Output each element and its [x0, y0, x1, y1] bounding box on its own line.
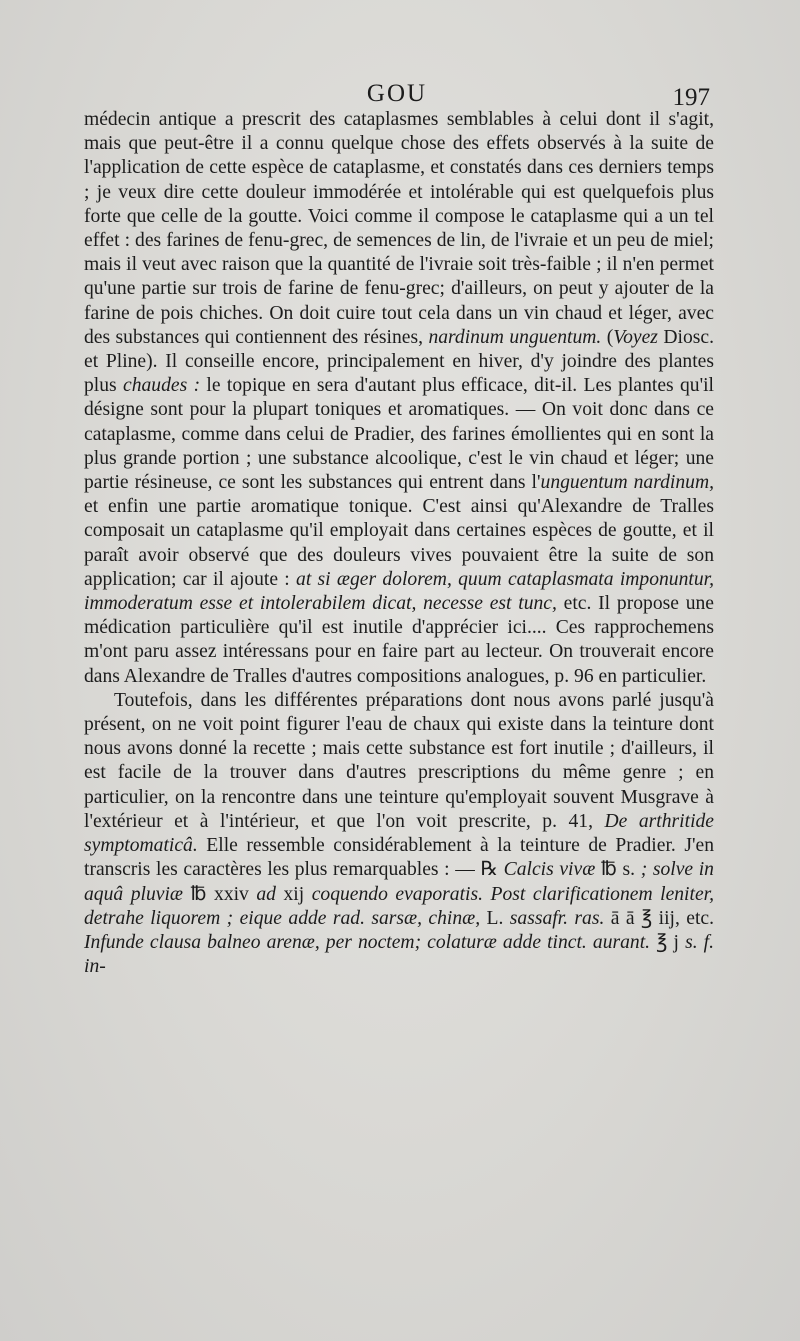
italic-text-segment: unguentum nardinum,: [540, 472, 714, 494]
text-segment: xij: [275, 883, 312, 905]
page-number: 197: [672, 84, 710, 111]
italic-text-segment: Calcis vivæ: [503, 859, 596, 881]
italic-text-segment: chaudes :: [123, 375, 201, 397]
text-segment: médecin antique a prescrit des cataplasmes semblables à celui dont il s'agit, mais que peut-être il a connu quelque chose des effets observés à la suite de l'application de cette espèce de cataplasme, et constatés dans ces derniers temps ; je veux dire cette douleur immodérée et intolérable qui est quelquefois plus forte que celle de la goutte. Voici comme il compose le cataplasme qui a un tel effet : des farines de fenu-grec, de semences de lin, de l'ivraie et un peu de miel; mais il veut avec raison que la quantité de l'ivraie soit très-faible ; il n'en permet qu'une partie sur trois de farine de fenu-grec; d'ailleurs, on peut y ajouter de la farine de pois chiches. On doit cuire tout cela dans un vin chaud et léger, avec des substances qui contiennent des résines,: [84, 109, 714, 348]
italic-text-segment: s. f. in-: [84, 931, 715, 978]
italic-text-segment: ; solve in aquâ pluviæ: [84, 859, 714, 905]
text-segment: et enfin une partie aromatique tonique. C'est ainsi qu'Alexandre de Tralles composait un cataplasme qu'il employait dans certaines espèces de goutte, et il paraît avoir observé que des douleurs vives pouvaient être la suite de son application; car il ajoute :: [84, 496, 714, 590]
paragraph: [84, 689, 714, 979]
text-segment: Diosc. et Pline). Il conseille encore, principalement en hiver, d'y joindre des plantes plus: [84, 326, 714, 397]
text-segment: ℔ s.: [595, 859, 641, 881]
italic-text-segment: De arthritide symptomaticâ.: [84, 810, 715, 857]
text-segment: ā ā ℥ iij, etc.: [604, 907, 715, 929]
text-segment: ℔ xxiv: [182, 883, 257, 905]
italic-text-segment: Infunde clausa balneo arenæ, per noctem; colaturæ adde tinct. aurant.: [84, 931, 651, 953]
running-head: GOU: [366, 80, 428, 107]
italic-text-segment: at si æger dolorem, quum cataplasmata imponuntur, immoderatum esse et intolerabilem dicat, necesse est tunc,: [84, 568, 714, 615]
italic-text-segment: ad: [256, 883, 276, 905]
text-segment: Elle ressemble considérablement à la teinture de Pradier. J'en transcris les caractères les plus remarquables : — ℞: [84, 835, 714, 881]
italic-text-segment: Voyez: [613, 326, 658, 348]
paragraph: [84, 108, 714, 689]
text-segment: L.: [480, 907, 510, 929]
text-segment: ℥ j: [650, 931, 686, 953]
page-body: [84, 108, 714, 979]
text-segment: Toutefois, dans les différentes préparations dont nous avons parlé jusqu'à présent, on ne voit point figurer l'eau de chaux qui existe dans la teinture dont nous avons donné la recette ; mais cette substance est fort inutile ; d'ailleurs, il est facile de la trouver dans d'autres prescriptions du même genre ; en particulier, on la rencontre dans une teinture qu'employait souvent Musgrave à l'extérieur et à l'intérieur, et que l'on voit prescrite, p. 41,: [84, 689, 714, 832]
italic-text-segment: coquendo evaporatis. Post clarificationem leniter, detrahe liquorem ; eique adde rad. sarsæ, chinæ,: [84, 883, 714, 929]
text-segment: le topique en sera d'autant plus efficace, dit-il. Les plantes qu'il désigne sont pour la plupart toniques et aromatiques. — On voit donc dans ce cataplasme, comme dans celui de Pradier, des farines émollientes qui en sont la plus grande portion ; une substance alcoolique, c'est le vin chaud et léger; une partie résineuse, ce sont les substances qui entrent dans l': [84, 375, 714, 494]
text-segment: etc. Il propose une médication particulière qu'il est inutile d'apprécier ici.... Ces rapprochemens m'ont paru assez intéressans pour en faire part au lecteur. On trouverait encore dans Alexandre de Tralles d'autres compositions analogues, p. 96 en particulier.: [84, 593, 714, 687]
italic-text-segment: nardinum unguentum.: [428, 326, 602, 348]
italic-text-segment: sassafr. ras.: [509, 907, 605, 929]
page-header: [84, 78, 710, 110]
text-segment: (: [601, 326, 614, 348]
